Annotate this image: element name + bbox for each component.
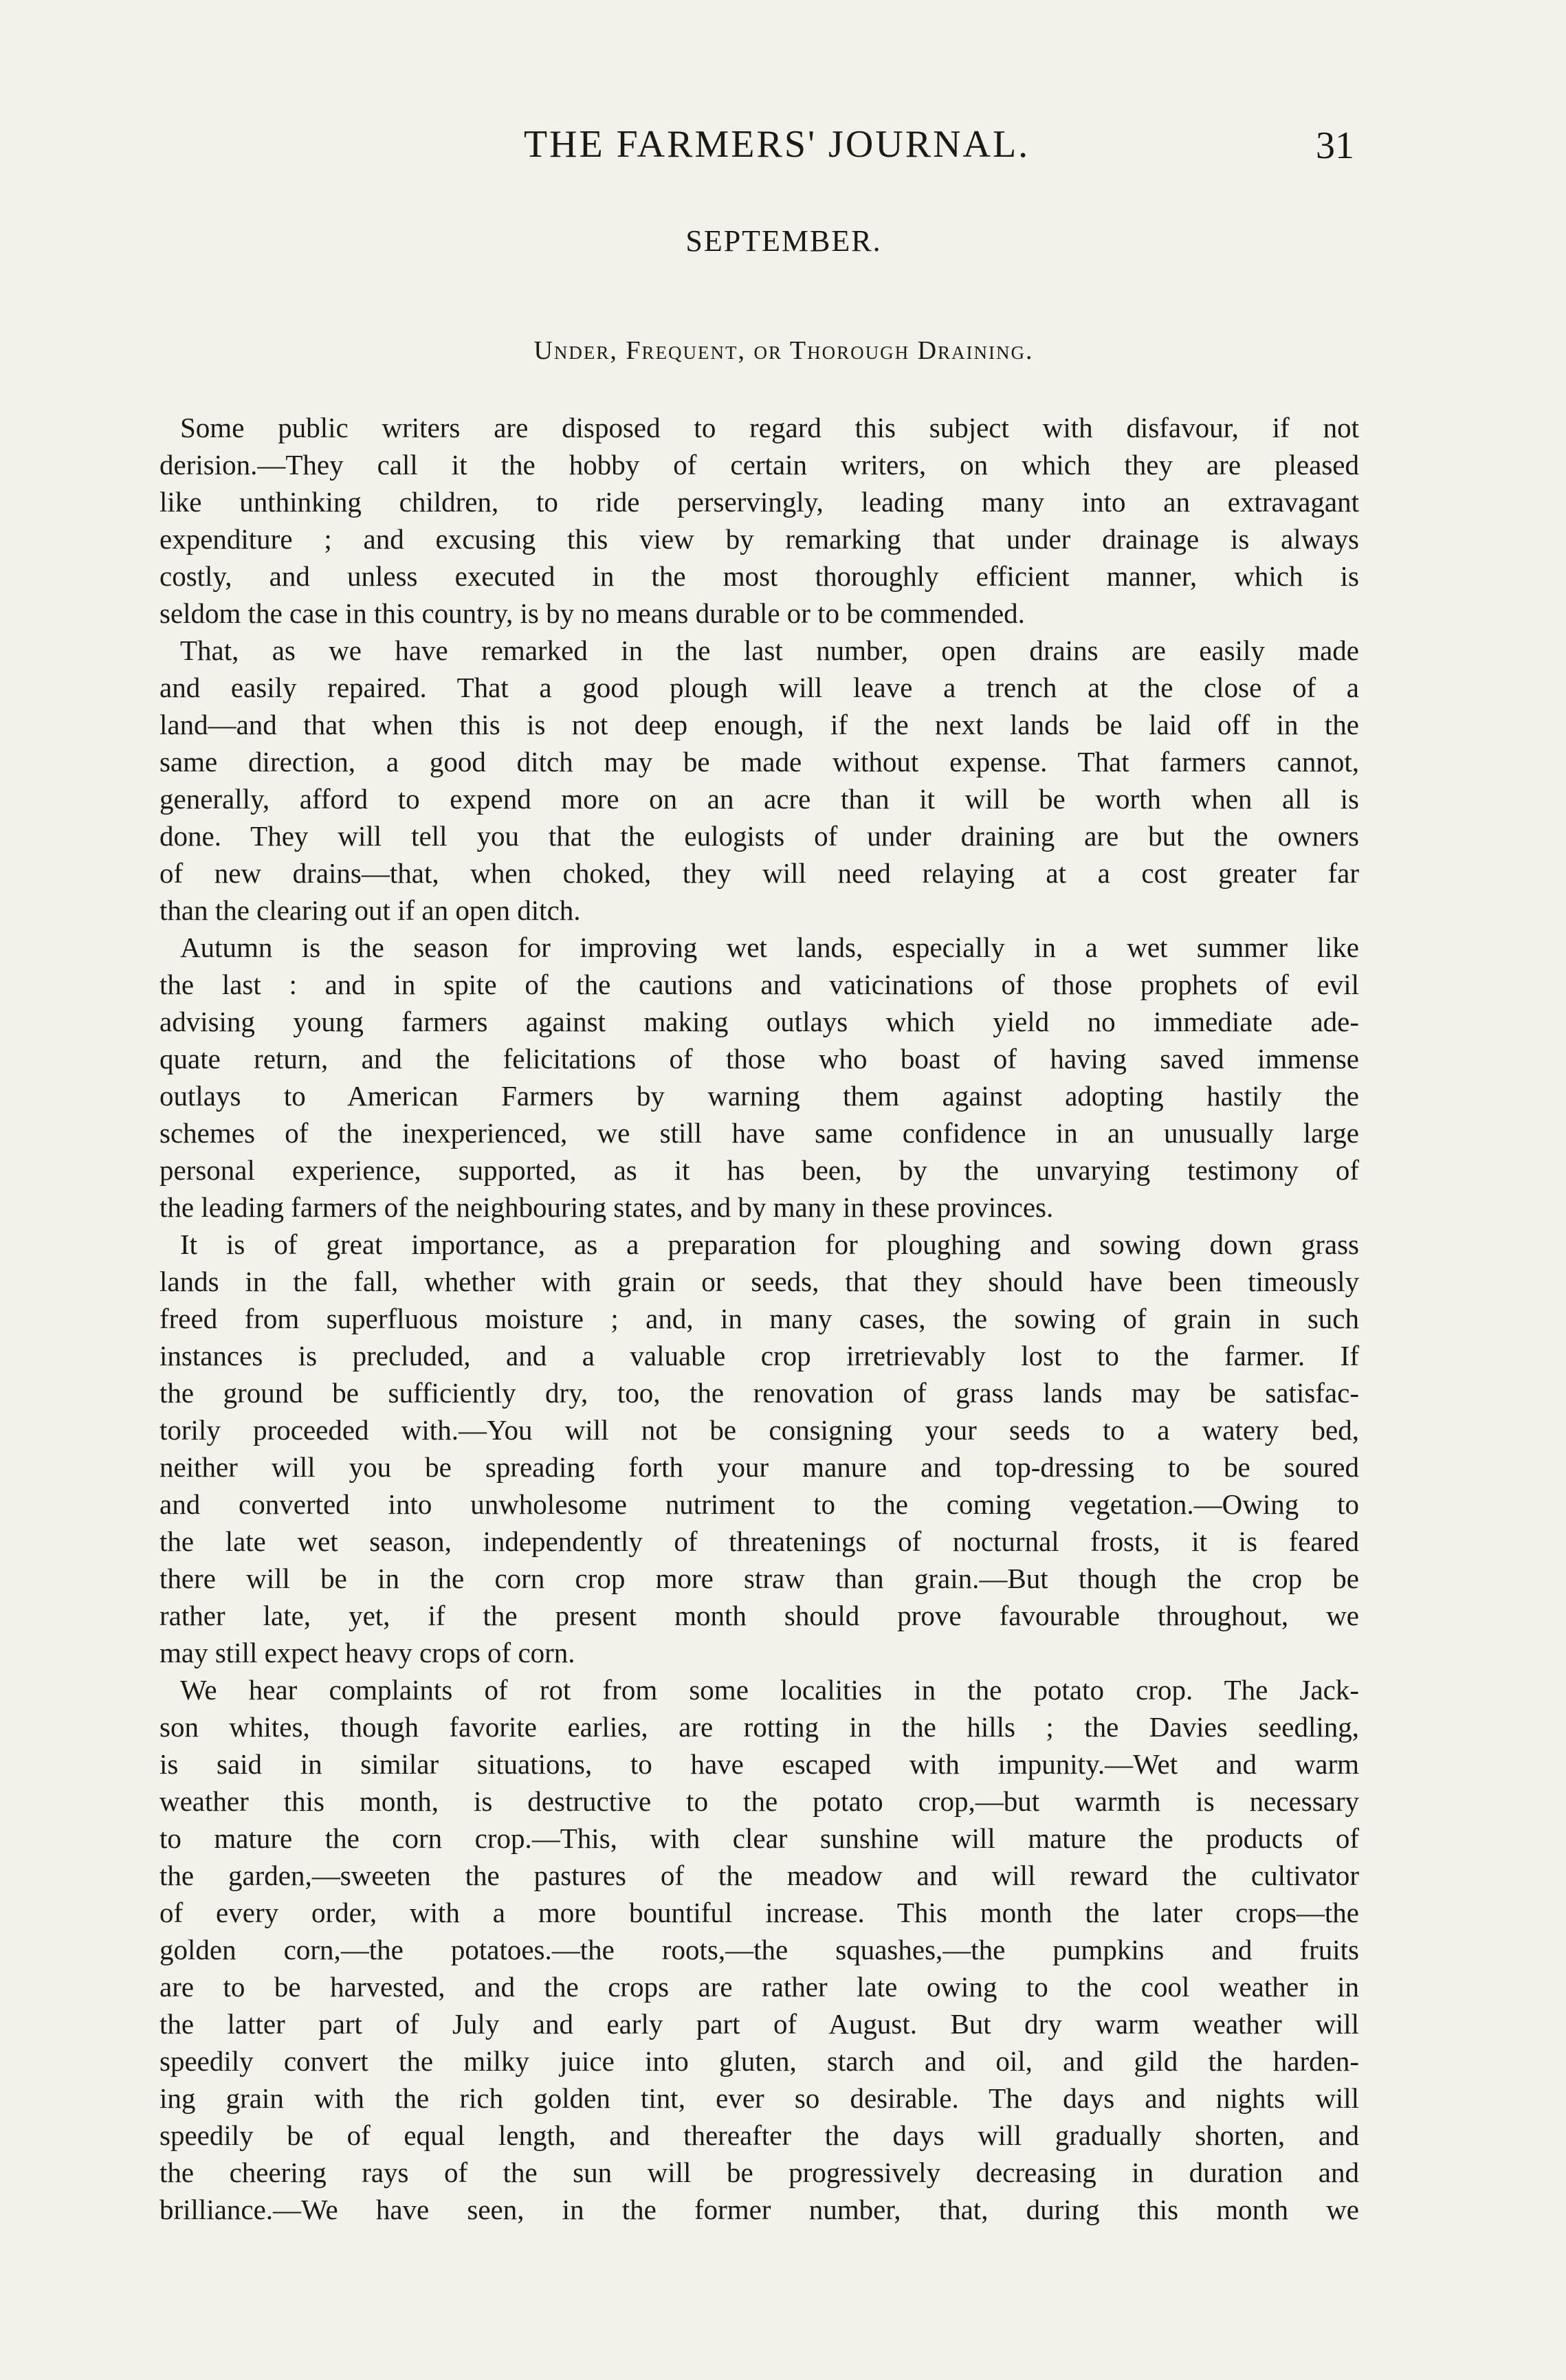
text-line: the late wet season, independently of threatenings of nocturnal frosts, it is feared (159, 1525, 1359, 1557)
text-line: lands in the fall, whether with grain or seeds, that they should have been timeously (159, 1266, 1359, 1297)
text-line: We hear complaints of rot from some localities in the potato crop. The Jack- (180, 1674, 1359, 1706)
text-line: like unthinking children, to ride perservingly, leading many into an extravagant (159, 486, 1359, 518)
text-line: neither will you be spreading forth your manure and top-dressing to be soured (159, 1451, 1359, 1483)
text-line: seldom the case in this country, is by no means durable or to be commended. (159, 597, 1025, 629)
text-line: advising young farmers against making outlays which yield no immediate ade- (159, 1006, 1359, 1037)
text-line: freed from superfluous moisture ; and, in many cases, the sowing of grain in such (159, 1303, 1359, 1334)
text-line: the leading farmers of the neighbouring states, and by many in these provinces. (159, 1191, 1054, 1223)
text-line: weather this month, is destructive to the potato crop,—but warmth is necessary (159, 1785, 1359, 1817)
text-line: ing grain with the rich golden tint, ever so desirable. The days and nights will (159, 2082, 1359, 2114)
text-line: there will be in the corn crop more straw than grain.—But though the crop be (159, 1563, 1359, 1594)
text-line: than the clearing out if an open ditch. (159, 894, 581, 926)
text-line: generally, afford to expend more on an acre than it will be worth when all is (159, 783, 1359, 815)
text-line: the garden,—sweeten the pastures of the meadow and will reward the cultivator (159, 1860, 1359, 1891)
text-line: and converted into unwholesome nutriment to the coming vegetation.—Owing to (159, 1488, 1359, 1520)
text-line: costly, and unless executed in the most thoroughly efficient manner, which is (159, 560, 1359, 592)
text-line: personal experience, supported, as it has been, by the unvarying testimony of (159, 1154, 1359, 1186)
text-line: It is of great importance, as a preparation for ploughing and sowing down grass (180, 1228, 1359, 1260)
text-line: speedily convert the milky juice into gluten, starch and oil, and gild the harden- (159, 2045, 1359, 2077)
text-line: torily proceeded with.—You will not be consigning your seeds to a watery bed, (159, 1414, 1359, 1446)
page-number: 31 (1316, 124, 1354, 167)
text-line: expenditure ; and excusing this view by remarking that under drainage is always (159, 523, 1359, 555)
text-line: quate return, and the felicitations of those who boast of having saved immense (159, 1043, 1359, 1075)
text-line: son whites, though favorite earlies, are rotting in the hills ; the Davies seedling, (159, 1711, 1359, 1743)
text-line: the ground be sufficiently dry, too, the renovation of grass lands may be satisfac- (159, 1377, 1359, 1409)
article-title: Under, Frequent, or Thorough Draining. (533, 336, 1034, 365)
text-line: same direction, a good ditch may be made without expense. That farmers cannot, (159, 746, 1359, 778)
text-line: Autumn is the season for improving wet lands, especially in a wet summer like (180, 932, 1359, 963)
running-title: THE FARMERS' JOURNAL. (523, 123, 1030, 166)
text-line: is said in similar situations, to have escaped with impunity.—Wet and warm (159, 1748, 1359, 1780)
text-line: to mature the corn crop.—This, with clear sunshine will mature the products of (159, 1822, 1359, 1854)
text-line: outlays to American Farmers by warning them against adopting hastily the (159, 1080, 1359, 1112)
text-line: instances is precluded, and a valuable crop irretrievably lost to the farmer. If (159, 1340, 1359, 1371)
text-line: brilliance.—We have seen, in the former number, that, during this month we (159, 2194, 1359, 2225)
text-line: Some public writers are disposed to regard this subject with disfavour, if not (180, 412, 1359, 443)
text-line: derision.—They call it the hobby of certain writers, on which they are pleased (159, 449, 1359, 481)
text-line: of every order, with a more bountiful increase. This month the later crops—the (159, 1897, 1359, 1928)
text-line: of new drains—that, when choked, they will need relaying at a cost greater far (159, 857, 1359, 889)
text-line: and easily repaired. That a good plough will leave a trench at the close of a (159, 672, 1359, 703)
month-heading: SEPTEMBER. (685, 224, 882, 258)
text-line: speedily be of equal length, and thereafter the days will gradually shorten, and (159, 2119, 1359, 2151)
text-line: are to be harvested, and the crops are rather late owing to the cool weather in (159, 1971, 1359, 2003)
text-line: rather late, yet, if the present month should prove favourable throughout, we (159, 1600, 1359, 1631)
text-line: may still expect heavy crops of corn. (159, 1637, 575, 1668)
text-line: golden corn,—the potatoes.—the roots,—the squashes,—the pumpkins and fruits (159, 1934, 1359, 1965)
text-line: schemes of the inexperienced, we still have same confidence in an unusually large (159, 1117, 1359, 1149)
text-line: done. They will tell you that the eulogists of under draining are but the owners (159, 820, 1359, 852)
text-line: the latter part of July and early part of August. But dry warm weather will (159, 2008, 1359, 2040)
text-line: land—and that when this is not deep enough, if the next lands be laid off in the (159, 709, 1359, 740)
text-line: the last : and in spite of the cautions and vaticinations of those prophets of evil (159, 969, 1359, 1000)
text-line: That, as we have remarked in the last number, open drains are easily made (180, 635, 1359, 666)
text-line: the cheering rays of the sun will be progressively decreasing in duration and (159, 2157, 1359, 2188)
article-body (159, 409, 1359, 2228)
